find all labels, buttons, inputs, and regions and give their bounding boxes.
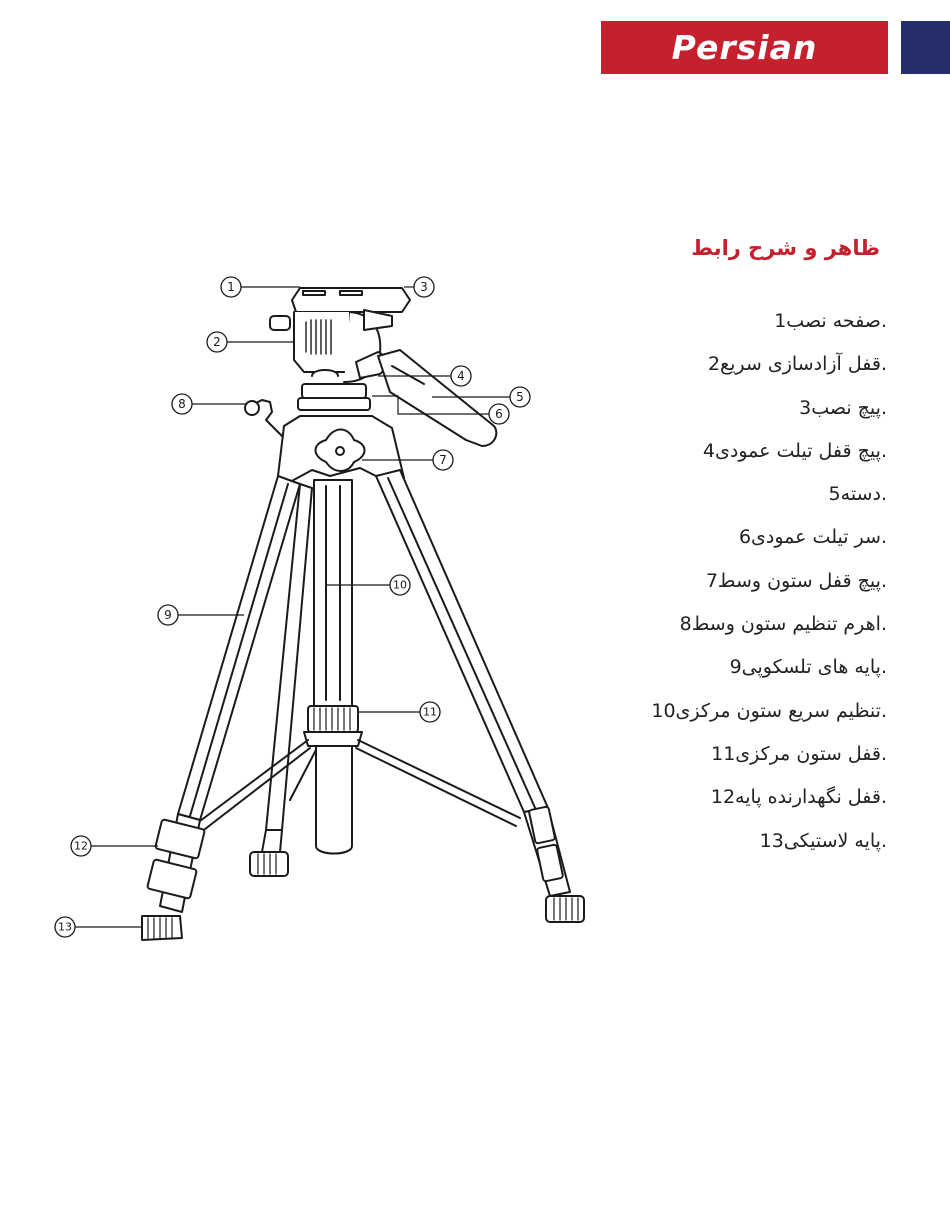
callout-number: 12	[74, 839, 88, 853]
item-label: تنظیم سریع ستون مرکزی	[675, 699, 881, 722]
callout-number: 7	[439, 453, 447, 467]
tripod-illustration	[142, 288, 584, 940]
item-number: 4.	[702, 439, 887, 462]
item-number: 9.	[729, 656, 887, 679]
callout-number: 2	[213, 335, 221, 349]
item-number: 6.	[738, 526, 887, 549]
callout-number: 3	[420, 280, 428, 294]
brand-logo-text: Persian	[671, 28, 818, 67]
item-label: قفل ستون مرکزی	[735, 742, 881, 765]
item-label: اهرم تنظیم ستون وسط	[691, 613, 881, 636]
callout-number: 8	[178, 397, 186, 411]
section-title: ظاهر و شرح رابط	[691, 236, 880, 260]
item-label: سر تیلت عمودی	[751, 526, 881, 549]
item-number: 7.	[705, 569, 887, 592]
item-label: پایه لاستیکی	[783, 829, 881, 852]
item-label: قفل نگهدارنده پایه	[735, 786, 881, 809]
callout-number: 6	[495, 407, 503, 421]
item-number: 13.	[759, 829, 887, 852]
item-number: 8.	[679, 613, 887, 636]
item-label: پیچ قفل تیلت عمودی	[715, 439, 881, 462]
item-number: 2.	[707, 353, 887, 376]
item-label: پایه های تلسکوپی	[741, 656, 881, 679]
item-label: پیچ قفل ستون وسط	[717, 569, 881, 592]
callout-number: 4	[457, 369, 465, 383]
item-label: دسته	[840, 483, 881, 506]
callout-number: 1	[227, 280, 235, 294]
item-number: 11.	[711, 742, 887, 765]
item-number: 10.	[651, 699, 887, 722]
item-number: 12.	[710, 786, 887, 809]
callout-number: 13	[58, 920, 72, 934]
callout-number: 11	[423, 705, 437, 719]
item-number: 1.	[774, 310, 887, 332]
item-number: 3.	[799, 396, 887, 419]
item-label: صفحه نصب	[786, 310, 881, 332]
item-label: قفل آزادسازی سریع	[720, 353, 881, 376]
callout-number: 10	[393, 578, 407, 592]
item-label: پیچ نصب	[811, 396, 881, 419]
callout-number: 5	[516, 390, 524, 404]
callout-number: 9	[164, 608, 172, 622]
item-number: 5.	[828, 483, 887, 506]
